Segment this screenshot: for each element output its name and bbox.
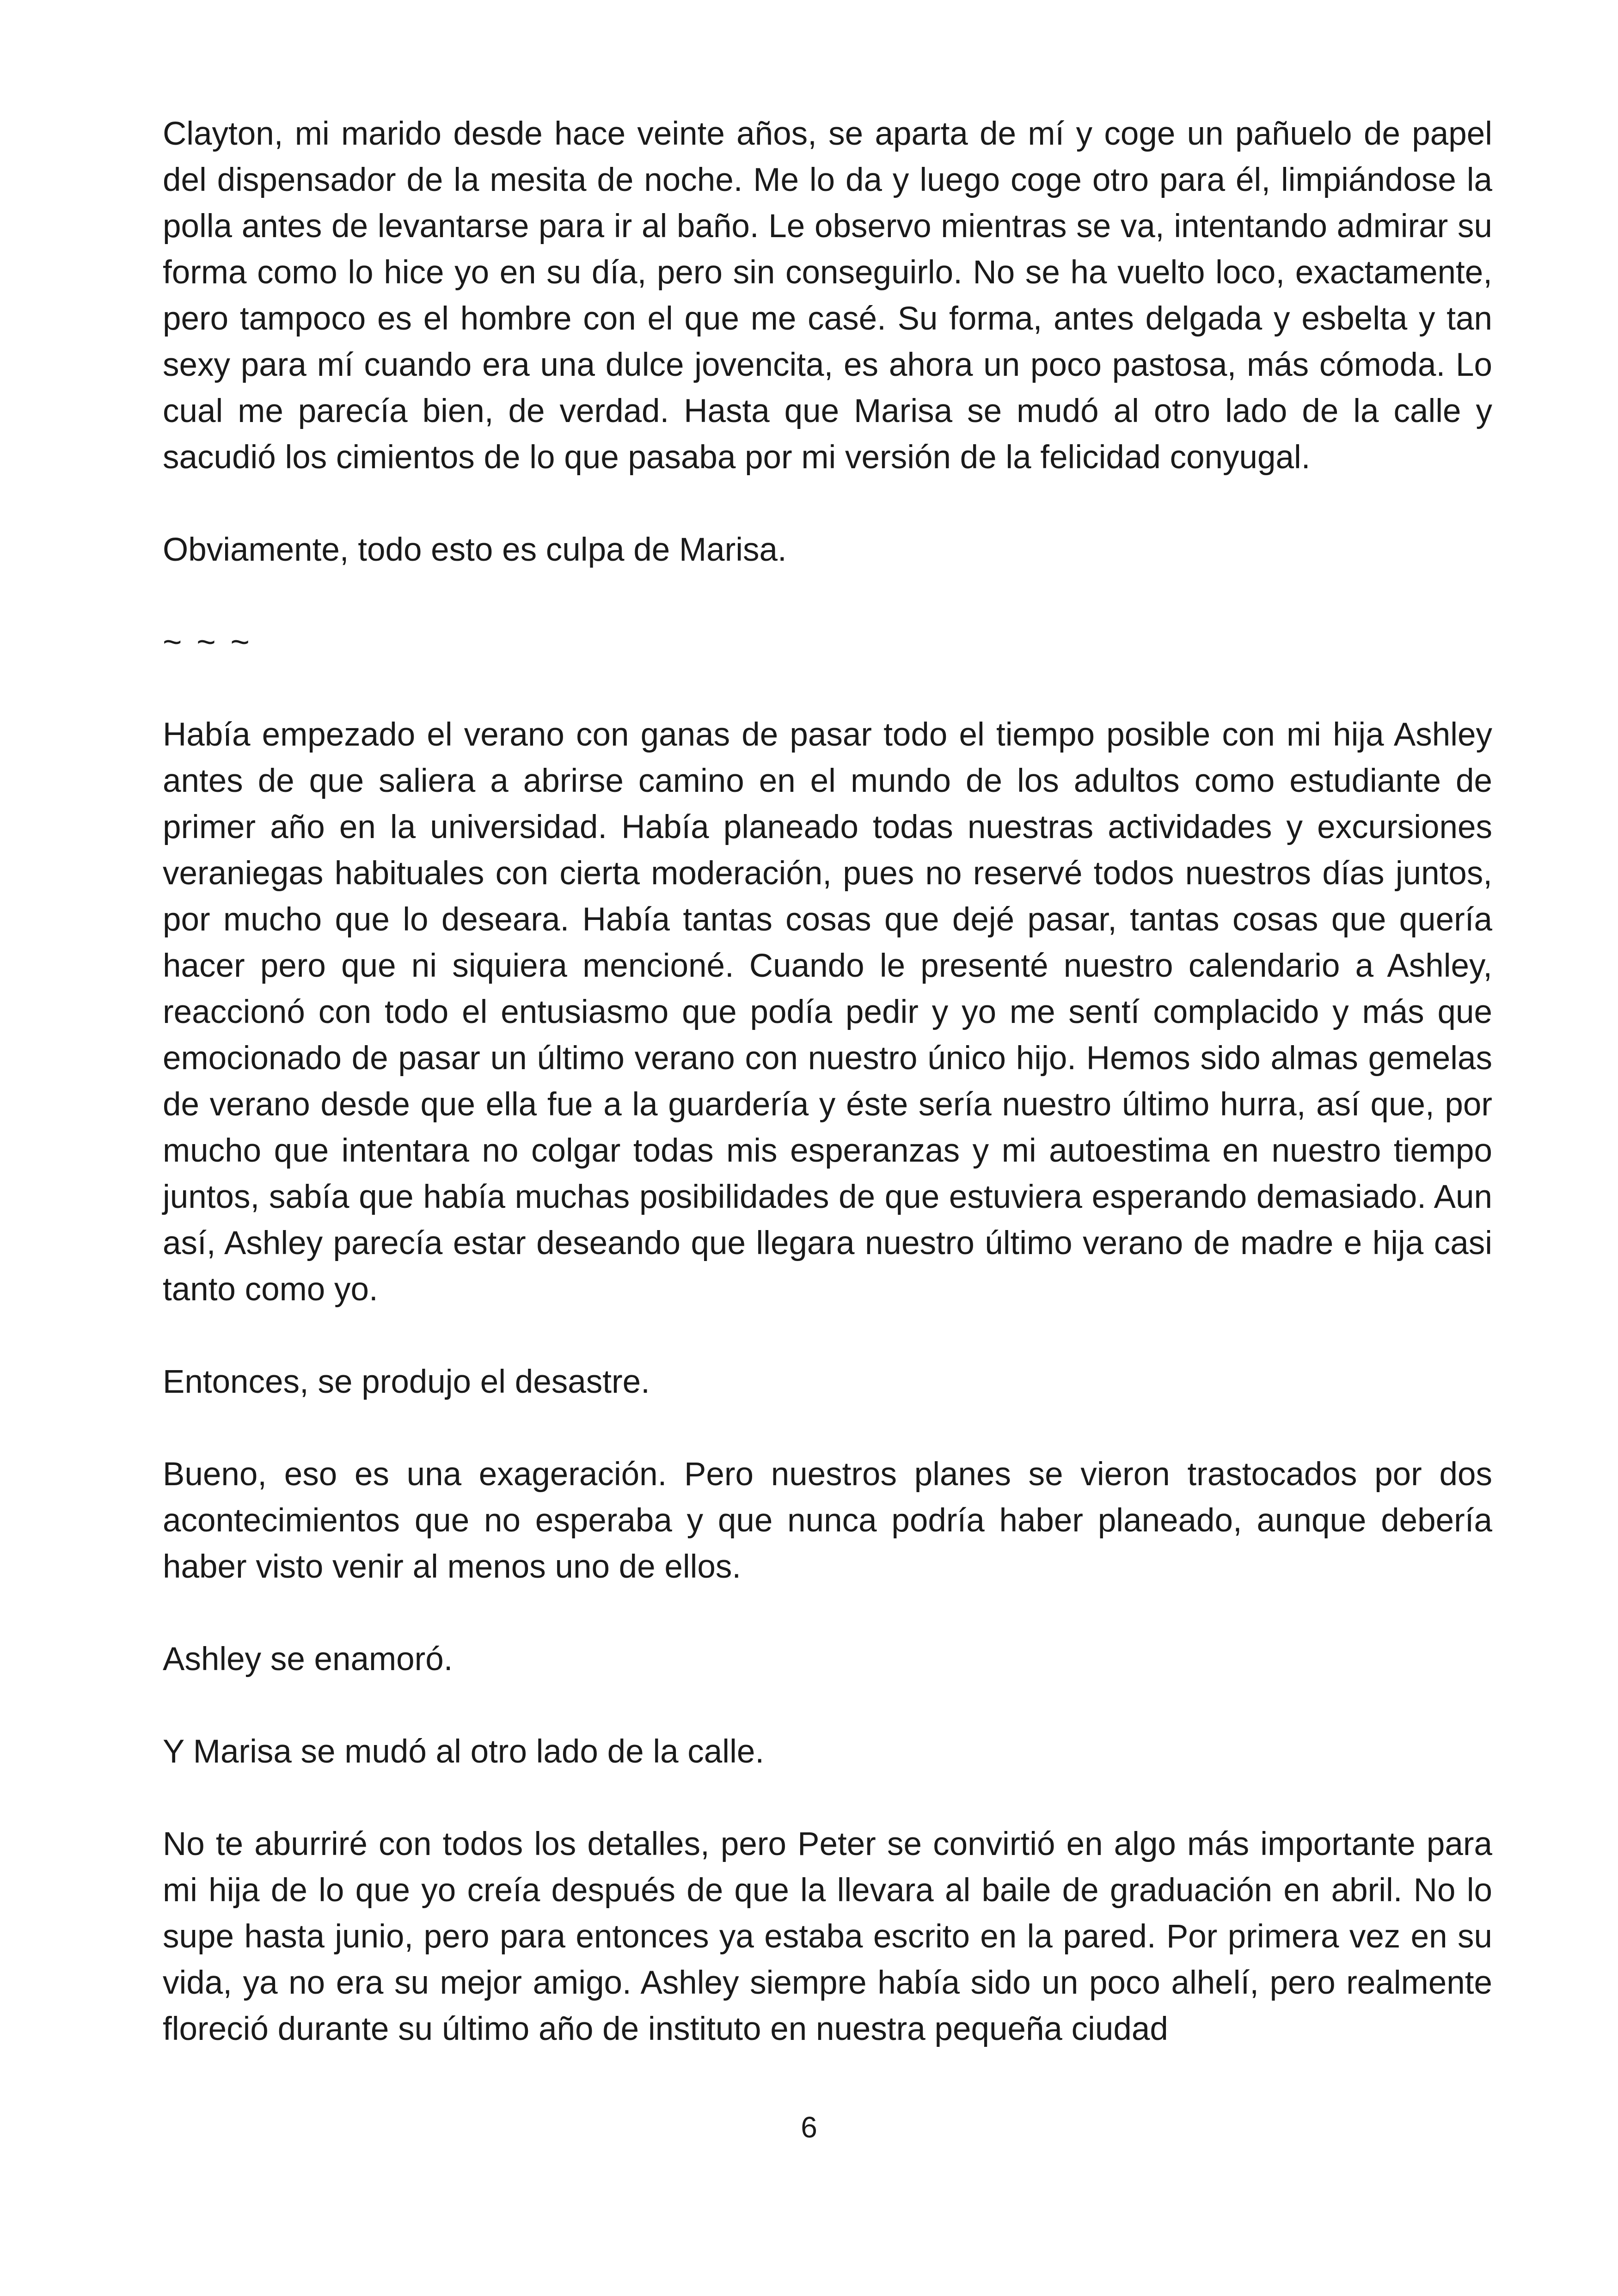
paragraph-culpa-marisa: Obviamente, todo esto es culpa de Marisa. — [163, 532, 787, 568]
paragraph-peter: No te aburriré con todos los detalles, pero Peter se convirtió en algo más importante para mi hija de lo que yo creía después de que la llevara al baile de graduación en abril. No lo supe hasta junio, pero para entonces ya estaba escrito en la pared. Por primera vez en su vida, ya no era su mejor amigo. Ashley siempre había sido un poco alhelí, pero realmente floreció durante su último año de instituto en nuestra pequeña ciudad — [163, 1826, 1492, 2047]
paragraph-marisa-mudo: Y Marisa se mudó al otro lado de la calle. — [163, 1733, 765, 1770]
paragraph-ashley-enamoro: Ashley se enamoró. — [163, 1641, 453, 1678]
paragraph-desastre: Entonces, se produjo el desastre. — [163, 1364, 650, 1400]
page-number: 6 — [801, 2111, 817, 2144]
page-body — [163, 111, 1492, 2052]
section-separator: ~ ~ ~ — [163, 624, 252, 661]
paragraph-verano: Había empezado el verano con ganas de pasar todo el tiempo posible con mi hija Ashley antes de que saliera a abrirse camino en el mundo de los adultos como estudiante de primer año en la universidad. Había planeado todas nuestras actividades y excursiones veraniegas habituales con cierta moderación, pues no reservé todos nuestros días juntos, por mucho que lo deseara. Había tantas cosas que dejé pasar, tantas cosas que quería hacer pero que ni siquiera mencioné. Cuando le presenté nuestro calendario a Ashley, reaccionó con todo el entusiasmo que podía pedir y yo me sentí complacido y más que emocionado de pasar un último verano con nuestro único hijo. Hemos sido almas gemelas de verano desde que ella fue a la guardería y éste sería nuestro último hurra, así que, por mucho que intentara no colgar todas mis esperanzas y mi autoestima en nuestro tiempo juntos, sabía que había muchas posibilidades de que estuviera esperando demasiado. Aun así, Ashley parecía estar deseando que llegara nuestro último verano de madre e hija casi tanto como yo. — [163, 716, 1492, 1308]
paragraph-clayton: Clayton, mi marido desde hace veinte años, se aparta de mí y coge un pañuelo de papel del dispensador de la mesita de noche. Me lo da y luego coge otro para él, limpiándose la polla antes de levantarse para ir al baño. Le observo mientras se va, intentando admirar su forma como lo hice yo en su día, pero sin conseguirlo. No se ha vuelto loco, exactamente, pero tampoco es el hombre con el que me casé. Su forma, antes delgada y esbelta y tan sexy para mí cuando era una dulce jovencita, es ahora un poco pastosa, más cómoda. Lo cual me parecía bien, de verdad. Hasta que Marisa se mudó al otro lado de la calle y sacudió los cimientos de lo que pasaba por mi versión de la felicidad conyugal. — [163, 116, 1492, 476]
paragraph-exageracion: Bueno, eso es una exageración. Pero nuestros planes se vieron trastocados por dos acontecimientos que no esperaba y que nunca podría haber planeado, aunque debería haber visto venir al menos uno de ellos. — [163, 1456, 1492, 1585]
